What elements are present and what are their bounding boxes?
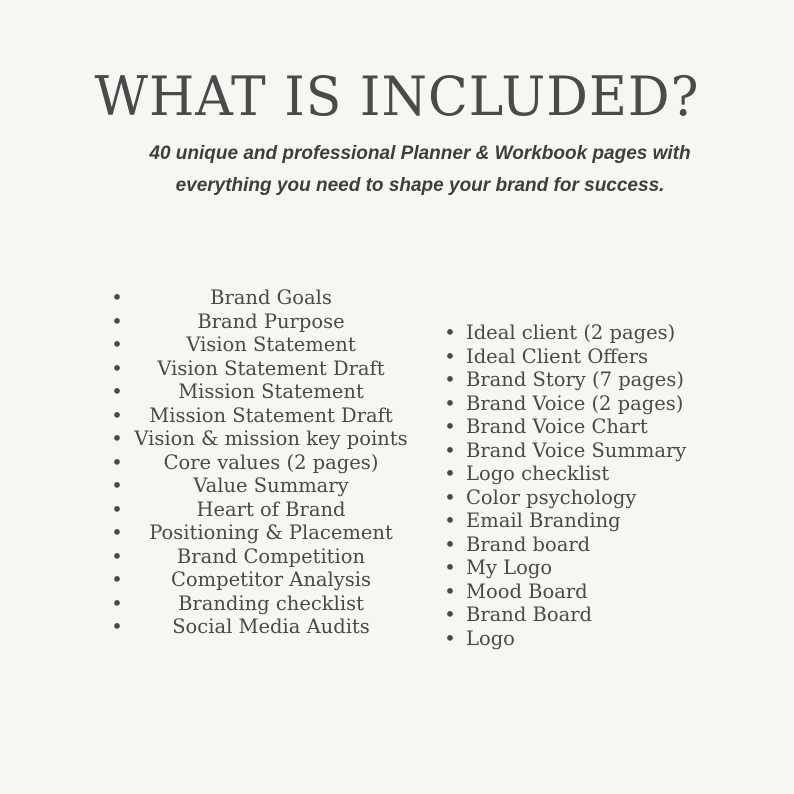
bullet-icon: • [444, 556, 456, 579]
bullet-icon: • [444, 368, 456, 391]
bullet-icon: • [444, 509, 456, 532]
list-item-label: Brand Story (7 pages) [466, 368, 684, 391]
bullet-icon: • [444, 438, 456, 462]
list-item-label: Brand Voice Chart [466, 415, 648, 438]
list-item-label: Vision Statement Draft [157, 356, 385, 380]
bullet-icon: • [444, 603, 456, 626]
list-item [108, 498, 408, 522]
list-item-label: Vision Statement [186, 333, 356, 356]
list-item-label: Brand Voice (2 pages) [466, 391, 684, 415]
list-item-label: Positioning & Placement [149, 521, 393, 544]
list-item [108, 521, 408, 545]
bullet-icon: • [111, 309, 123, 333]
list-item [108, 451, 408, 475]
list-item [441, 603, 771, 627]
list-item-label: Brand Competition [176, 544, 366, 568]
list-item [441, 509, 771, 533]
bullet-icon: • [444, 579, 456, 603]
bullet-icon: • [444, 485, 456, 509]
list-item [108, 333, 408, 357]
list-item-label: Mission Statement [178, 380, 364, 403]
list-item [441, 392, 771, 416]
list-item-label: Social Media Audits [172, 615, 370, 638]
bullet-icon: • [444, 415, 456, 438]
bullet-icon: • [111, 591, 123, 615]
list-item [108, 427, 408, 451]
list-item [108, 545, 408, 569]
subtitle-line-2: everything you need to shape your brand for success. [175, 175, 665, 196]
list-item-label: Logo [466, 626, 515, 650]
bullet-icon: • [111, 333, 123, 356]
list-item [441, 533, 771, 557]
bullet-icon: • [111, 497, 123, 521]
subtitle-line-1: 40 unique and professional Planner & Workbook pages with [149, 143, 691, 164]
list-item-label: Brand board [466, 532, 591, 556]
list-item-label: Mission Statement Draft [149, 403, 393, 427]
list-item [108, 380, 408, 404]
list-item [108, 310, 408, 334]
bullet-icon: • [444, 344, 456, 368]
bullet-icon: • [444, 391, 456, 415]
list-item-label: Logo checklist [466, 462, 610, 485]
bullet-icon: • [111, 403, 123, 427]
list-item [441, 486, 771, 510]
list-item [108, 568, 408, 592]
list-item [441, 345, 771, 369]
list-item [108, 615, 408, 639]
bullet-icon: • [111, 544, 123, 568]
list-item [441, 580, 771, 604]
bullet-icon: • [111, 380, 123, 403]
list-item-label: Brand Goals [210, 286, 332, 309]
bullet-icon: • [111, 427, 123, 450]
list-item [441, 321, 771, 345]
list-item [441, 462, 771, 486]
bullet-icon: • [111, 521, 123, 544]
page-title: WHAT IS INCLUDED? [94, 65, 700, 129]
list-item-label: Heart of Brand [196, 497, 346, 521]
list-item [441, 439, 771, 463]
list-item [441, 368, 771, 392]
list-item-label: Brand Board [466, 603, 593, 626]
bullet-icon: • [111, 356, 123, 380]
list-item [108, 286, 408, 310]
bullet-icon: • [111, 568, 123, 591]
bullet-icon: • [111, 450, 123, 474]
list-item [441, 415, 771, 439]
list-item-label: Brand Purpose [197, 309, 345, 333]
list-item-label: Vision & mission key points [134, 427, 408, 450]
list-item-label: My Logo [466, 556, 553, 579]
list-item-label: Color psychology [466, 485, 637, 509]
included-list-left [108, 286, 408, 639]
list-item-label: Mood Board [466, 579, 588, 603]
bullet-icon: • [111, 286, 123, 309]
list-item-label: Email Branding [466, 509, 621, 532]
list-item-label: Branding checklist [178, 591, 364, 615]
included-list-right [441, 321, 771, 650]
list-item-label: Ideal Client Offers [466, 344, 649, 368]
bullet-icon: • [444, 321, 456, 344]
list-item [108, 474, 408, 498]
page-subtitle [40, 138, 794, 202]
bullet-icon: • [444, 462, 456, 485]
bullet-icon: • [444, 532, 456, 556]
list-item [108, 357, 408, 381]
bullet-icon: • [444, 626, 456, 650]
list-item-label: Ideal client (2 pages) [466, 321, 676, 344]
list-item-label: Brand Voice Summary [466, 438, 687, 462]
list-item [441, 556, 771, 580]
list-item [441, 627, 771, 651]
list-item-label: Competitor Analysis [170, 568, 372, 591]
list-item [108, 592, 408, 616]
bullet-icon: • [111, 474, 123, 497]
list-item [108, 404, 408, 428]
bullet-icon: • [111, 615, 123, 638]
list-item-label: Core values (2 pages) [163, 450, 379, 474]
list-item-label: Value Summary [193, 474, 349, 497]
